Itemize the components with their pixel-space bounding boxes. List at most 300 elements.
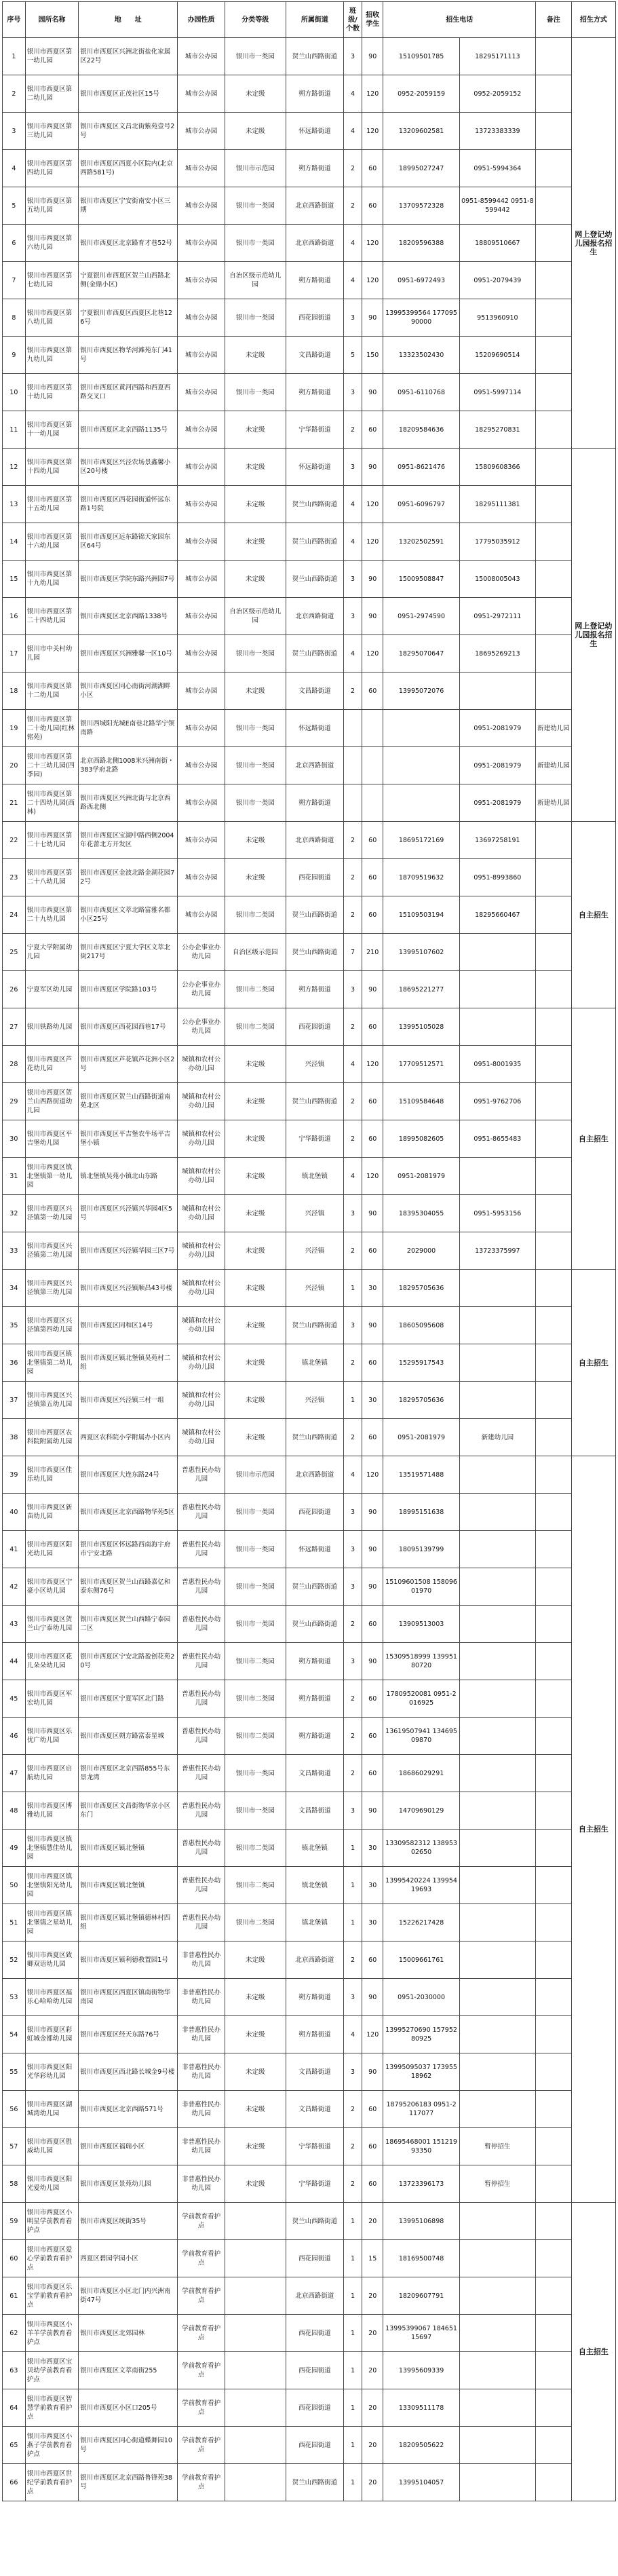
cell-classes: 3 — [344, 1307, 362, 1344]
cell-students: 60 — [362, 822, 383, 859]
cell-classes: 2 — [344, 822, 362, 859]
cell-street: 北京西路街道 — [286, 187, 343, 225]
cell-index: 56 — [3, 2091, 26, 2128]
cell-phone2 — [459, 1008, 535, 1046]
cell-note — [536, 299, 572, 337]
cell-classes: 1 — [344, 2464, 362, 2501]
cell-street: 文昌路街道 — [286, 337, 343, 374]
cell-address: 银川西城阳光城E南巷北路华宁领南路 — [79, 710, 178, 747]
cell-address: 银川市西夏区同和区14号 — [79, 1307, 178, 1344]
cell-students: 60 — [362, 896, 383, 934]
cell-grade — [225, 2315, 286, 2352]
cell-index: 28 — [3, 1046, 26, 1083]
cell-index: 17 — [3, 635, 26, 673]
cell-note: 新建幼儿园 — [536, 710, 572, 747]
cell-grade: 银川市一类园 — [225, 784, 286, 822]
cell-name: 银川市西夏区兴泾镇第二幼儿园 — [25, 1232, 79, 1270]
cell-street: 朔方路街道 — [286, 1643, 343, 1680]
cell-address: 银川市西夏区平吉堡农牛场平吉堡小镇 — [79, 1120, 178, 1158]
cell-street: 文昌路街道 — [286, 2053, 343, 2091]
cell-address: 银川市西夏区宝湖中路西侧2004年花蕾北方开发区 — [79, 822, 178, 859]
cell-students: 90 — [362, 38, 383, 75]
cell-phone2 — [459, 1344, 535, 1382]
cell-address: 北京西路北侧1008米兴洲南街・383学府北路 — [79, 747, 178, 784]
cell-name: 银川市西夏区新苗幼儿园 — [25, 1494, 79, 1531]
cell-phone1: 0951-2030000 — [383, 1979, 459, 2016]
table-row — [3, 523, 616, 561]
cell-classes: 3 — [344, 1792, 362, 1830]
table-row — [3, 673, 616, 710]
cell-index: 30 — [3, 1120, 26, 1158]
cell-street: 朔方路街道 — [286, 1979, 343, 2016]
cell-grade: 银川市一类园 — [225, 635, 286, 673]
cell-note — [536, 337, 572, 374]
cell-nature: 城市公办园 — [178, 75, 225, 113]
cell-phone2: 0951-9762706 — [459, 1083, 535, 1120]
cell-students: 60 — [362, 1942, 383, 1979]
cell-grade: 未定级 — [225, 486, 286, 523]
cell-nature: 城市公办园 — [178, 337, 225, 374]
cell-index: 40 — [3, 1494, 26, 1531]
cell-index: 44 — [3, 1643, 26, 1680]
cell-nature: 非普惠性民办幼儿园 — [178, 2128, 225, 2165]
cell-phone1: 13995106898 — [383, 2203, 459, 2240]
cell-street: 贺兰山西路街道 — [286, 635, 343, 673]
cell-street: 西花园街道 — [286, 2352, 343, 2389]
cell-grade: 未定级 — [225, 1307, 286, 1344]
cell-address: 银川市西夏区宁夏军区北门路 — [79, 1680, 178, 1718]
cell-nature: 普惠性民办幼儿园 — [178, 1494, 225, 1531]
cell-index: 45 — [3, 1680, 26, 1718]
cell-phone2: 18295171113 — [459, 38, 535, 75]
cell-index: 55 — [3, 2053, 26, 2091]
cell-phone1: 18209596388 — [383, 225, 459, 262]
cell-nature: 公办企事业办幼儿园 — [178, 971, 225, 1008]
cell-address: 西夏区农科院小学附属办小区内 — [79, 1419, 178, 1456]
cell-grade — [225, 2464, 286, 2501]
table-row — [3, 449, 616, 486]
cell-grade — [225, 2352, 286, 2389]
table-row — [3, 2016, 616, 2053]
cell-grade: 银川市二类园 — [225, 1867, 286, 1904]
cell-students: 60 — [362, 1232, 383, 1270]
cell-nature: 城市公办园 — [178, 710, 225, 747]
cell-address: 银川市西夏区西夏小区院内(北京西路581号) — [79, 150, 178, 187]
cell-phone2: 13697258191 — [459, 822, 535, 859]
table-row — [3, 1568, 616, 1606]
cell-nature: 城市公办园 — [178, 262, 225, 299]
cell-phone1: 13209602581 — [383, 113, 459, 150]
cell-classes: 2 — [344, 187, 362, 225]
table-row — [3, 1046, 616, 1083]
cell-note — [536, 523, 572, 561]
cell-classes: 1 — [344, 2427, 362, 2464]
cell-grade: 银川市一类园 — [225, 225, 286, 262]
cell-street: 北京西路街道 — [286, 225, 343, 262]
cell-address: 银川市西夏区物华河滩苑东门41号 — [79, 337, 178, 374]
cell-classes: 3 — [344, 598, 362, 635]
cell-phone1: 0951-2081979 — [383, 1419, 459, 1456]
cell-note — [536, 1643, 572, 1680]
cell-phone1: 18169500748 — [383, 2240, 459, 2277]
table-row — [3, 896, 616, 934]
table-row — [3, 1531, 616, 1568]
table-row — [3, 1456, 616, 1494]
cell-phone1: 18295070647 — [383, 635, 459, 673]
header-phone: 招生电话 — [383, 2, 536, 38]
cell-phone1: 13995399067 18465115697 — [383, 2315, 459, 2352]
cell-street: 兴泾镇 — [286, 1232, 343, 1270]
table-row — [3, 2240, 616, 2277]
cell-phone2 — [459, 1382, 535, 1419]
cell-classes: 3 — [344, 2053, 362, 2091]
cell-method: 自主招生 — [571, 2203, 615, 2501]
cell-street: 镇北堡镇 — [286, 1904, 343, 1942]
cell-nature: 学前教育看护点 — [178, 2240, 225, 2277]
cell-students: 120 — [362, 75, 383, 113]
cell-street: 镇北堡镇 — [286, 1830, 343, 1867]
cell-grade: 自治区级示范幼儿园 — [225, 598, 286, 635]
cell-street: 朔方路街道 — [286, 150, 343, 187]
cell-classes: 5 — [344, 337, 362, 374]
cell-grade: 银川市示范园 — [225, 1456, 286, 1494]
cell-name: 银川市西夏区爱心学前教育看护点 — [25, 2240, 79, 2277]
cell-classes: 2 — [344, 896, 362, 934]
cell-name: 银川市西夏区阳光华彩幼儿园 — [25, 2053, 79, 2091]
cell-street: 贺兰山西路街道 — [286, 896, 343, 934]
cell-name: 银川市西夏区第三幼儿园 — [25, 113, 79, 150]
cell-phone1: 18695172169 — [383, 822, 459, 859]
cell-classes: 2 — [344, 673, 362, 710]
cell-note — [536, 225, 572, 262]
cell-phone2: 0951-5994364 — [459, 150, 535, 187]
cell-students: 60 — [362, 673, 383, 710]
cell-address: 银川市西夏区镇利德教置园1号 — [79, 1942, 178, 1979]
cell-index: 14 — [3, 523, 26, 561]
cell-nature: 城市公办园 — [178, 449, 225, 486]
cell-classes: 2 — [344, 1344, 362, 1382]
table-row — [3, 822, 616, 859]
cell-index: 66 — [3, 2464, 26, 2501]
cell-note — [536, 1456, 572, 1494]
cell-phone2 — [459, 1904, 535, 1942]
table-row — [3, 1792, 616, 1830]
cell-address: 银川市西夏区宁安街南安小区三期 — [79, 187, 178, 225]
cell-note — [536, 2016, 572, 2053]
cell-address: 银川市西夏区贺兰山西路宁泰园二区 — [79, 1606, 178, 1643]
cell-street: 北京西路街道 — [286, 747, 343, 784]
cell-classes — [344, 784, 362, 822]
cell-grade: 未定级 — [225, 2016, 286, 2053]
table-row — [3, 1382, 616, 1419]
cell-students: 120 — [362, 1046, 383, 1083]
cell-note — [536, 2128, 572, 2165]
cell-street: 西花园街道 — [286, 859, 343, 896]
table-row — [3, 374, 616, 411]
cell-nature: 普惠性民办幼儿园 — [178, 1680, 225, 1718]
cell-note — [536, 1568, 572, 1606]
cell-phone1: 18995151638 — [383, 1494, 459, 1531]
cell-street: 北京西路街道 — [286, 2277, 343, 2315]
cell-classes: 3 — [344, 1568, 362, 1606]
cell-name: 银川市西夏区第六幼儿园 — [25, 225, 79, 262]
cell-address: 银川市西夏区镇北堡镇 — [79, 1830, 178, 1867]
cell-name: 银川市西夏区贺兰山宁泰幼儿园 — [25, 1606, 79, 1643]
cell-note — [536, 673, 572, 710]
header-row — [3, 2, 616, 38]
cell-students: 90 — [362, 1531, 383, 1568]
table-row — [3, 1008, 616, 1046]
cell-phone1: 13995270690 15795280925 — [383, 2016, 459, 2053]
cell-address: 银川市西夏区北京西路物华苑5区 — [79, 1494, 178, 1531]
cell-address: 银川市西夏区兴泾镇顺昌43号楼 — [79, 1270, 178, 1307]
cell-phone1: 18695468001 15121993350 — [383, 2128, 459, 2165]
table-row — [3, 1195, 616, 1232]
cell-classes: 4 — [344, 486, 362, 523]
cell-grade: 银川市一类园 — [225, 747, 286, 784]
cell-phone1: 18209607791 — [383, 2277, 459, 2315]
cell-phone1: 0951-2081979 — [383, 1158, 459, 1195]
cell-street: 北京西路街道 — [286, 822, 343, 859]
cell-phone2: 0951-8001935 — [459, 1046, 535, 1083]
cell-address: 银川市西夏区同心街道蝶舞园10号 — [79, 2427, 178, 2464]
cell-phone2: 暂停招生 — [459, 2165, 535, 2203]
cell-classes: 1 — [344, 2389, 362, 2427]
cell-grade: 未定级 — [225, 523, 286, 561]
cell-students: 20 — [362, 2389, 383, 2427]
cell-nature: 非普惠性民办幼儿园 — [178, 1942, 225, 1979]
cell-classes: 2 — [344, 1008, 362, 1046]
table-row — [3, 1344, 616, 1382]
cell-index: 50 — [3, 1867, 26, 1904]
cell-name: 银川市西夏区彩虹城金都幼儿园 — [25, 2016, 79, 2053]
cell-name: 银川市中关村幼儿园 — [25, 635, 79, 673]
cell-name: 银川市西夏区第二十幼儿园(红林铭苑) — [25, 710, 79, 747]
cell-address: 银川市西夏区镇北堡镇德林村四组 — [79, 1904, 178, 1942]
cell-index: 36 — [3, 1344, 26, 1382]
cell-note: 新建幼儿园 — [536, 747, 572, 784]
cell-nature: 城镇和农村公办幼儿园 — [178, 1195, 225, 1232]
cell-address: 银川市西夏区兴洲北街盐化家属区22号 — [79, 38, 178, 75]
cell-classes: 4 — [344, 635, 362, 673]
cell-index: 46 — [3, 1718, 26, 1755]
cell-name: 银川市西夏区镇北堡镇之星幼儿园 — [25, 1904, 79, 1942]
cell-nature: 学前教育看护点 — [178, 2203, 225, 2240]
cell-note — [536, 896, 572, 934]
cell-phone2 — [459, 1755, 535, 1792]
table-row — [3, 747, 616, 784]
cell-index: 48 — [3, 1792, 26, 1830]
cell-grade — [225, 2389, 286, 2427]
cell-phone2: 17795035912 — [459, 523, 535, 561]
cell-name: 银川市西夏区宝贝幼学前教育看护点 — [25, 2352, 79, 2389]
table-row — [3, 2128, 616, 2165]
cell-index: 53 — [3, 1979, 26, 2016]
cell-index: 62 — [3, 2315, 26, 2352]
cell-grade: 未定级 — [225, 2091, 286, 2128]
cell-grade: 银川市一类园 — [225, 374, 286, 411]
cell-name: 银川市西夏区军宏幼儿园 — [25, 1680, 79, 1718]
cell-phone1: 18709519632 — [383, 859, 459, 896]
cell-name: 银川市西夏区第二十七幼儿园 — [25, 822, 79, 859]
cell-grade: 未定级 — [225, 1158, 286, 1195]
cell-address: 银川市西夏区文昌北街紫苑壹号2号 — [79, 113, 178, 150]
cell-note — [536, 2165, 572, 2203]
cell-name: 宁夏大学附属幼儿园 — [25, 934, 79, 971]
cell-nature: 普惠性民办幼儿园 — [178, 1643, 225, 1680]
cell-grade: 未定级 — [225, 2165, 286, 2203]
cell-students: 90 — [362, 1979, 383, 2016]
header-students: 招收学生 — [362, 2, 383, 38]
cell-phone2 — [459, 1158, 535, 1195]
cell-nature: 城镇和农村公办幼儿园 — [178, 1382, 225, 1419]
cell-phone1: 13619507941 13469509870 — [383, 1718, 459, 1755]
cell-students: 120 — [362, 523, 383, 561]
cell-nature: 公办企事业办幼儿园 — [178, 934, 225, 971]
cell-phone2 — [459, 2389, 535, 2427]
cell-students: 90 — [362, 1568, 383, 1606]
cell-phone2 — [459, 2315, 535, 2352]
cell-students: 120 — [362, 113, 383, 150]
cell-phone2 — [459, 1456, 535, 1494]
cell-name: 银川市西夏区农科院附属幼儿园 — [25, 1419, 79, 1456]
cell-grade: 未定级 — [225, 1083, 286, 1120]
table-row — [3, 1867, 616, 1904]
cell-phone1: 2029000 — [383, 1232, 459, 1270]
cell-name: 银川市西夏区镇北堡镇第一幼儿园 — [25, 1158, 79, 1195]
cell-note — [536, 1867, 572, 1904]
cell-grade: 银川市示范园 — [225, 150, 286, 187]
cell-phone1: 0952-2059159 — [383, 75, 459, 113]
cell-phone1: 17809520081 0951-2016925 — [383, 1680, 459, 1718]
cell-phone1: 18686029291 — [383, 1755, 459, 1792]
table-row — [3, 1270, 616, 1307]
cell-address: 银川市西夏区北京西路鲁锋苑38号 — [79, 2464, 178, 2501]
table-row — [3, 1494, 616, 1531]
enrollment-table — [2, 1, 616, 2501]
cell-address: 银川市西夏区景苑幼儿园 — [79, 2165, 178, 2203]
cell-note — [536, 1830, 572, 1867]
cell-street: 朔方路街道 — [286, 262, 343, 299]
table-row — [3, 2053, 616, 2091]
cell-note — [536, 859, 572, 896]
cell-classes: 2 — [344, 2128, 362, 2165]
cell-phone1: 15226217428 — [383, 1904, 459, 1942]
cell-classes: 3 — [344, 299, 362, 337]
cell-address: 银川市西夏区文昌街物华京小区东门 — [79, 1792, 178, 1830]
cell-address: 银川市西夏区文萃南街255 — [79, 2352, 178, 2389]
cell-phone1: 18995082605 — [383, 1120, 459, 1158]
cell-street: 朔方路街道 — [286, 971, 343, 1008]
table-row — [3, 1680, 616, 1718]
cell-phone1 — [383, 784, 459, 822]
cell-address: 银川市西夏区宁夏大学区文萃北街217号 — [79, 934, 178, 971]
table-row — [3, 1755, 616, 1792]
cell-classes: 2 — [344, 1232, 362, 1270]
cell-index: 22 — [3, 822, 26, 859]
cell-index: 29 — [3, 1083, 26, 1120]
cell-note — [536, 449, 572, 486]
cell-classes: 1 — [344, 1270, 362, 1307]
cell-note — [536, 1344, 572, 1382]
cell-name: 银川市西夏区第二十四幼儿园 — [25, 598, 79, 635]
cell-name: 宁夏军区幼儿园 — [25, 971, 79, 1008]
cell-nature: 城镇和农村公办幼儿园 — [178, 1270, 225, 1307]
cell-phone2 — [459, 2464, 535, 2501]
header-nature: 办园性质 — [178, 2, 225, 38]
cell-students: 60 — [362, 1344, 383, 1382]
cell-nature: 普惠性民办幼儿园 — [178, 1606, 225, 1643]
cell-nature: 城市公办园 — [178, 225, 225, 262]
cell-street: 西花园街道 — [286, 299, 343, 337]
cell-address: 银川市西夏区北郊园林 — [79, 2315, 178, 2352]
cell-phone2: 18295111381 — [459, 486, 535, 523]
table-row — [3, 2277, 616, 2315]
cell-street: 西花园街道 — [286, 2240, 343, 2277]
cell-name: 银川市西夏区第十幼儿园 — [25, 374, 79, 411]
cell-index: 9 — [3, 337, 26, 374]
cell-phone1: 15109584648 — [383, 1083, 459, 1120]
table-row — [3, 2203, 616, 2240]
cell-grade: 银川市一类园 — [225, 1606, 286, 1643]
cell-street: 文昌路街道 — [286, 2091, 343, 2128]
cell-phone1: 14709690129 — [383, 1792, 459, 1830]
cell-street: 朔方路街道 — [286, 374, 343, 411]
cell-street: 贺兰山西路街道 — [286, 1419, 343, 1456]
cell-name: 银川市西夏区乐宝学前教育看护点 — [25, 2277, 79, 2315]
cell-street: 兴泾镇 — [286, 1270, 343, 1307]
cell-note — [536, 1232, 572, 1270]
cell-nature: 城市公办园 — [178, 635, 225, 673]
cell-grade: 未定级 — [225, 337, 286, 374]
cell-students: 90 — [362, 2053, 383, 2091]
cell-phone2: 0951-2081979 — [459, 710, 535, 747]
header-method: 招生方式 — [571, 2, 615, 38]
cell-index: 12 — [3, 449, 26, 486]
cell-note — [536, 1606, 572, 1643]
cell-note — [536, 486, 572, 523]
cell-name: 银川市西夏区兴泾镇第四幼儿园 — [25, 1307, 79, 1344]
cell-note — [536, 1120, 572, 1158]
cell-index: 60 — [3, 2240, 26, 2277]
cell-nature: 学前教育看护点 — [178, 2352, 225, 2389]
cell-name: 银川市西夏区湖城湾幼儿园 — [25, 2091, 79, 2128]
cell-grade: 银川市二类园 — [225, 896, 286, 934]
table-row — [3, 1307, 616, 1344]
table-row — [3, 859, 616, 896]
cell-phone1: 18095139799 — [383, 1531, 459, 1568]
cell-street: 贺兰山西路街道 — [286, 486, 343, 523]
cell-street: 贺兰山西路街道 — [286, 38, 343, 75]
cell-nature: 普惠性民办幼儿园 — [178, 1755, 225, 1792]
table-row — [3, 2389, 616, 2427]
cell-classes: 2 — [344, 150, 362, 187]
cell-street: 镇北堡镇 — [286, 1158, 343, 1195]
cell-phone2: 0951-8655483 — [459, 1120, 535, 1158]
cell-classes: 1 — [344, 1830, 362, 1867]
cell-nature: 城市公办园 — [178, 150, 225, 187]
cell-name: 银川市西夏区第二十八幼儿园 — [25, 859, 79, 896]
cell-phone2 — [459, 1979, 535, 2016]
cell-note — [536, 2240, 572, 2277]
cell-street: 北京西路街道 — [286, 1942, 343, 1979]
cell-classes: 1 — [344, 1382, 362, 1419]
cell-students: 90 — [362, 374, 383, 411]
cell-grade — [225, 2203, 286, 2240]
cell-note — [536, 561, 572, 598]
header-name: 园所名称 — [25, 2, 79, 38]
cell-phone1: 18605095608 — [383, 1307, 459, 1344]
